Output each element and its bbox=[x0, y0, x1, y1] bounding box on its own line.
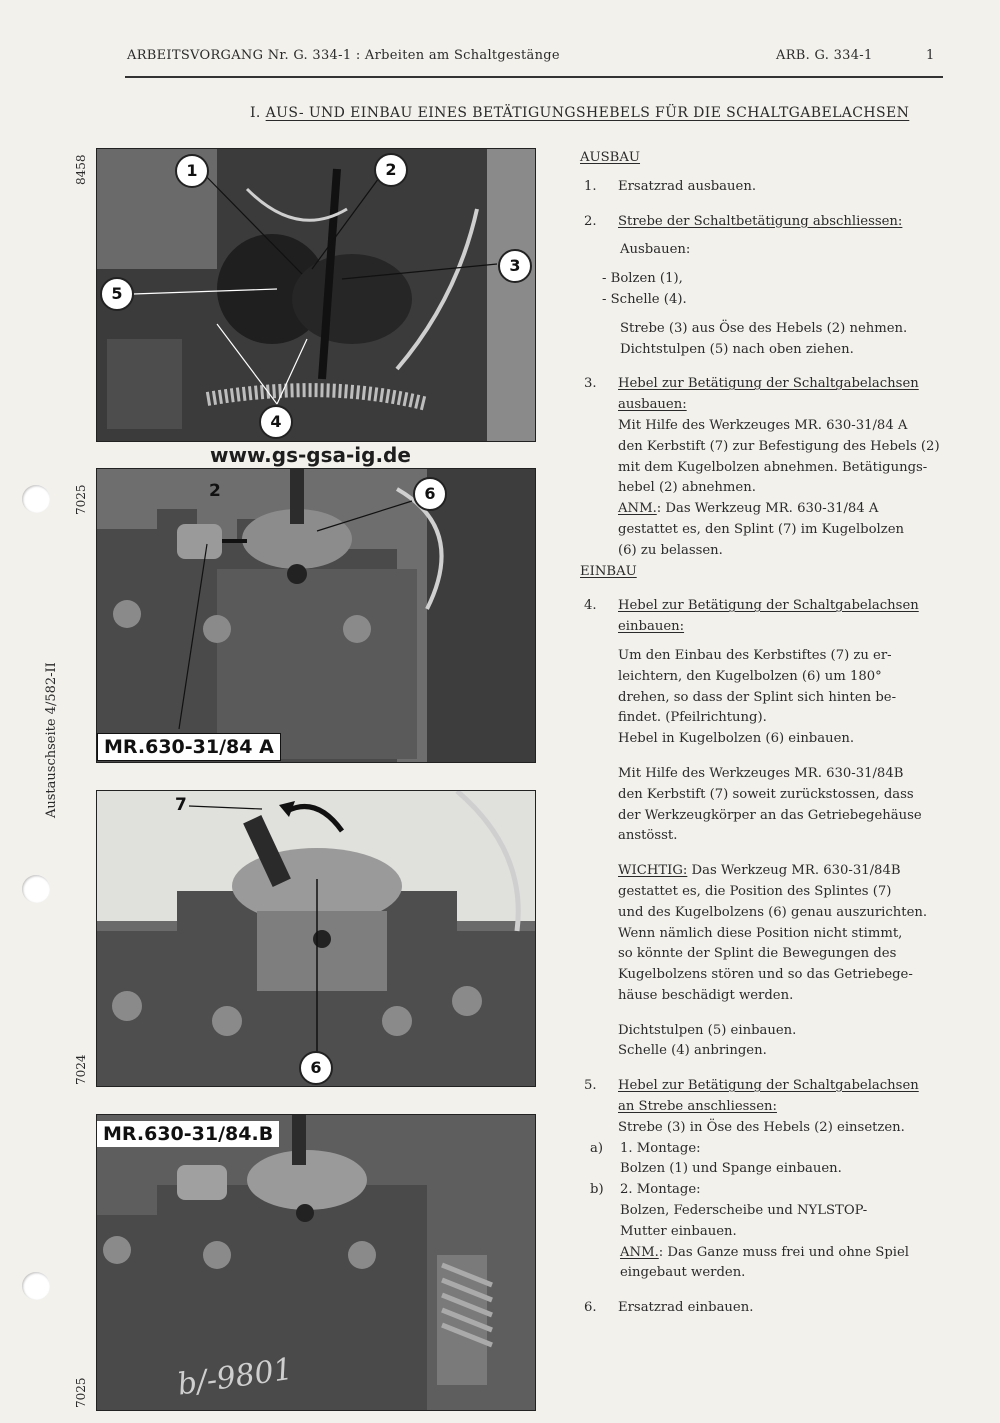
step-text: den Kerbstift (7) zur Befestigung des Hebels (2) bbox=[618, 438, 940, 454]
step-number: 4. bbox=[584, 598, 597, 614]
step-text: drehen, so dass der Splint sich hinten be- bbox=[618, 689, 897, 705]
step-text: Ausbauen: bbox=[620, 242, 691, 258]
step-text: anstösst. bbox=[618, 828, 678, 844]
warning-text: so könnte der Splint die Bewegungen des bbox=[618, 946, 897, 962]
section-number: I. bbox=[250, 105, 261, 121]
step-title: einbauen: bbox=[618, 619, 685, 635]
step-6 bbox=[580, 1298, 950, 1319]
callout-4: 4 bbox=[259, 405, 293, 439]
photo-strut-removal bbox=[96, 148, 536, 442]
substep-letter: b) bbox=[590, 1182, 604, 1198]
step-title: Hebel zur Betätigung der Schaltgabelachsen bbox=[618, 598, 919, 614]
step-title: Hebel zur Betätigung der Schaltgabelachsen bbox=[618, 376, 919, 392]
step-4 bbox=[580, 596, 950, 1062]
website-watermark: www.gs-gsa-ig.de bbox=[210, 443, 411, 467]
step-text: leichtern, den Kugelbolzen (6) um 180° bbox=[618, 668, 882, 684]
note-text: : Das Werkzeug MR. 630-31/84 A bbox=[656, 501, 879, 517]
warning-text: und des Kugelbolzens (6) genau auszurichten. bbox=[618, 904, 928, 920]
step-text: mit dem Kugelbolzen abnehmen. Betätigungs- bbox=[618, 459, 928, 475]
step-5 bbox=[580, 1076, 950, 1138]
step-text: Hebel in Kugelbolzen (6) einbauen. bbox=[618, 731, 855, 747]
step-text: Mit Hilfe des Werkzeuges MR. 630-31/84 A bbox=[618, 417, 908, 433]
note-text: : Das Ganze muss frei und ohne Spiel bbox=[658, 1244, 910, 1260]
callout-5: 5 bbox=[100, 277, 134, 311]
step-3 bbox=[580, 374, 950, 561]
step-text: Ersatzrad ausbauen. bbox=[618, 178, 757, 194]
step-title: an Strebe anschliessen: bbox=[618, 1099, 777, 1115]
warning bbox=[618, 861, 950, 882]
replacement-page-note: Austauschseite 4/582-II bbox=[44, 662, 59, 818]
step-number: 2. bbox=[584, 213, 597, 229]
warning-text: Kugelbolzens stören und so das Getriebege- bbox=[618, 967, 913, 983]
callout-6: 6 bbox=[299, 1051, 333, 1085]
step-text: Ersatzrad einbauen. bbox=[618, 1300, 754, 1316]
step-number: 6. bbox=[584, 1300, 597, 1316]
step-text: Bolzen (1) und Spange einbauen. bbox=[620, 1161, 842, 1177]
step-text: Mutter einbauen. bbox=[620, 1223, 737, 1239]
ausbau-heading: AUSBAU bbox=[580, 150, 641, 165]
warning-text: Das Werkzeug MR. 630-31/84B bbox=[687, 863, 901, 879]
note-label: ANM. bbox=[620, 1244, 659, 1260]
tool-label: MR.630-31/84.B bbox=[97, 1121, 279, 1147]
note-text: gestattet es, den Splint (7) im Kugelbolzen bbox=[618, 521, 905, 537]
document-header-title: ARBEITSVORGANG Nr. G. 334-1 : Arbeiten am Schaltgestänge bbox=[127, 48, 560, 63]
warning-label: WICHTIG: bbox=[618, 863, 688, 879]
warning-text: gestattet es, die Position des Splintes (7) bbox=[618, 883, 892, 899]
photo-code: 7024 bbox=[74, 1054, 88, 1085]
step-text: hebel (2) abnehmen. bbox=[618, 480, 756, 496]
punch-hole bbox=[22, 875, 50, 903]
step-text: Dichtstulpen (5) einbauen. bbox=[618, 1022, 797, 1038]
step-text: Strebe (3) aus Öse des Hebels (2) nehmen. bbox=[620, 320, 908, 336]
callout-7: 7 bbox=[175, 795, 187, 815]
callout-2: 2 bbox=[374, 153, 408, 187]
section-heading: AUS- UND EINBAU EINES BETÄTIGUNGSHEBELS FÜR DIE SCHALTGABELACHSEN bbox=[265, 105, 910, 121]
warning-text: Wenn nämlich diese Position nicht stimmt, bbox=[618, 925, 903, 941]
einbau-heading: EINBAU bbox=[580, 563, 637, 579]
step-text: den Kerbstift (7) soweit zurückstossen, dass bbox=[618, 786, 914, 802]
photo-code: 7025 bbox=[74, 1377, 88, 1408]
warning-text: häuse beschädigt werden. bbox=[618, 987, 794, 1003]
step-bullet: - Schelle (4). bbox=[602, 291, 687, 307]
step-title: ausbauen: bbox=[618, 397, 687, 413]
tool-label: MR.630-31/84 A bbox=[97, 733, 281, 761]
step-text: Mit Hilfe des Werkzeuges MR. 630-31/84B bbox=[618, 765, 904, 781]
note bbox=[620, 1243, 950, 1264]
svg-text:b/-9801: b/-9801 bbox=[175, 1351, 295, 1403]
step-2 bbox=[580, 212, 950, 233]
punch-hole bbox=[22, 1272, 50, 1300]
step-number: 3. bbox=[584, 376, 597, 392]
step-text: Schelle (4) anbringen. bbox=[618, 1043, 767, 1059]
step-text: findet. (Pfeilrichtung). bbox=[618, 710, 767, 726]
step-text: Dichtstulpen (5) nach oben ziehen. bbox=[620, 341, 854, 357]
photo-code: 8458 bbox=[74, 154, 88, 185]
step-title: Hebel zur Betätigung der Schaltgabelachsen bbox=[618, 1078, 919, 1094]
step-text: Um den Einbau des Kerbstiftes (7) zu er- bbox=[618, 647, 892, 663]
step-text: 2. Montage: bbox=[620, 1182, 701, 1198]
step-text: Strebe (3) in Öse des Hebels (2) einsetzen. bbox=[618, 1119, 905, 1135]
section-title bbox=[250, 105, 909, 121]
callout-3: 3 bbox=[498, 249, 532, 283]
note-text: eingebaut werden. bbox=[620, 1265, 746, 1281]
step-number: 1. bbox=[584, 178, 597, 194]
photo-ball-stud-rotation bbox=[96, 790, 536, 1087]
callout-2: 2 bbox=[209, 481, 221, 501]
step-text: der Werkzeugkörper an das Getriebegehäuse bbox=[618, 807, 922, 823]
page-number: 1 bbox=[926, 48, 935, 63]
photo-lever-removal-tool bbox=[96, 468, 536, 763]
step-text: 1. Montage: bbox=[620, 1140, 701, 1156]
document-header-code: ARB. G. 334-1 bbox=[776, 48, 873, 63]
step-1 bbox=[580, 177, 950, 198]
punch-hole bbox=[22, 485, 50, 513]
photo-lever-install-tool bbox=[96, 1114, 536, 1411]
note bbox=[618, 499, 950, 520]
step-5b bbox=[580, 1180, 950, 1284]
header-rule bbox=[125, 76, 943, 78]
step-5a bbox=[580, 1139, 950, 1181]
step-text: Bolzen, Federscheibe und NYLSTOP- bbox=[620, 1203, 868, 1219]
step-title: Strebe der Schaltbetätigung abschliessen: bbox=[618, 213, 903, 229]
note-text: (6) zu belassen. bbox=[618, 542, 723, 558]
callout-6: 6 bbox=[413, 477, 447, 511]
callout-1: 1 bbox=[175, 154, 209, 188]
instruction-column bbox=[580, 148, 950, 1319]
note-label: ANM. bbox=[618, 501, 657, 517]
substep-letter: a) bbox=[590, 1140, 604, 1156]
step-number: 5. bbox=[584, 1078, 597, 1094]
photo-code: 7025 bbox=[74, 484, 88, 515]
step-bullet: - Bolzen (1), bbox=[602, 271, 683, 287]
